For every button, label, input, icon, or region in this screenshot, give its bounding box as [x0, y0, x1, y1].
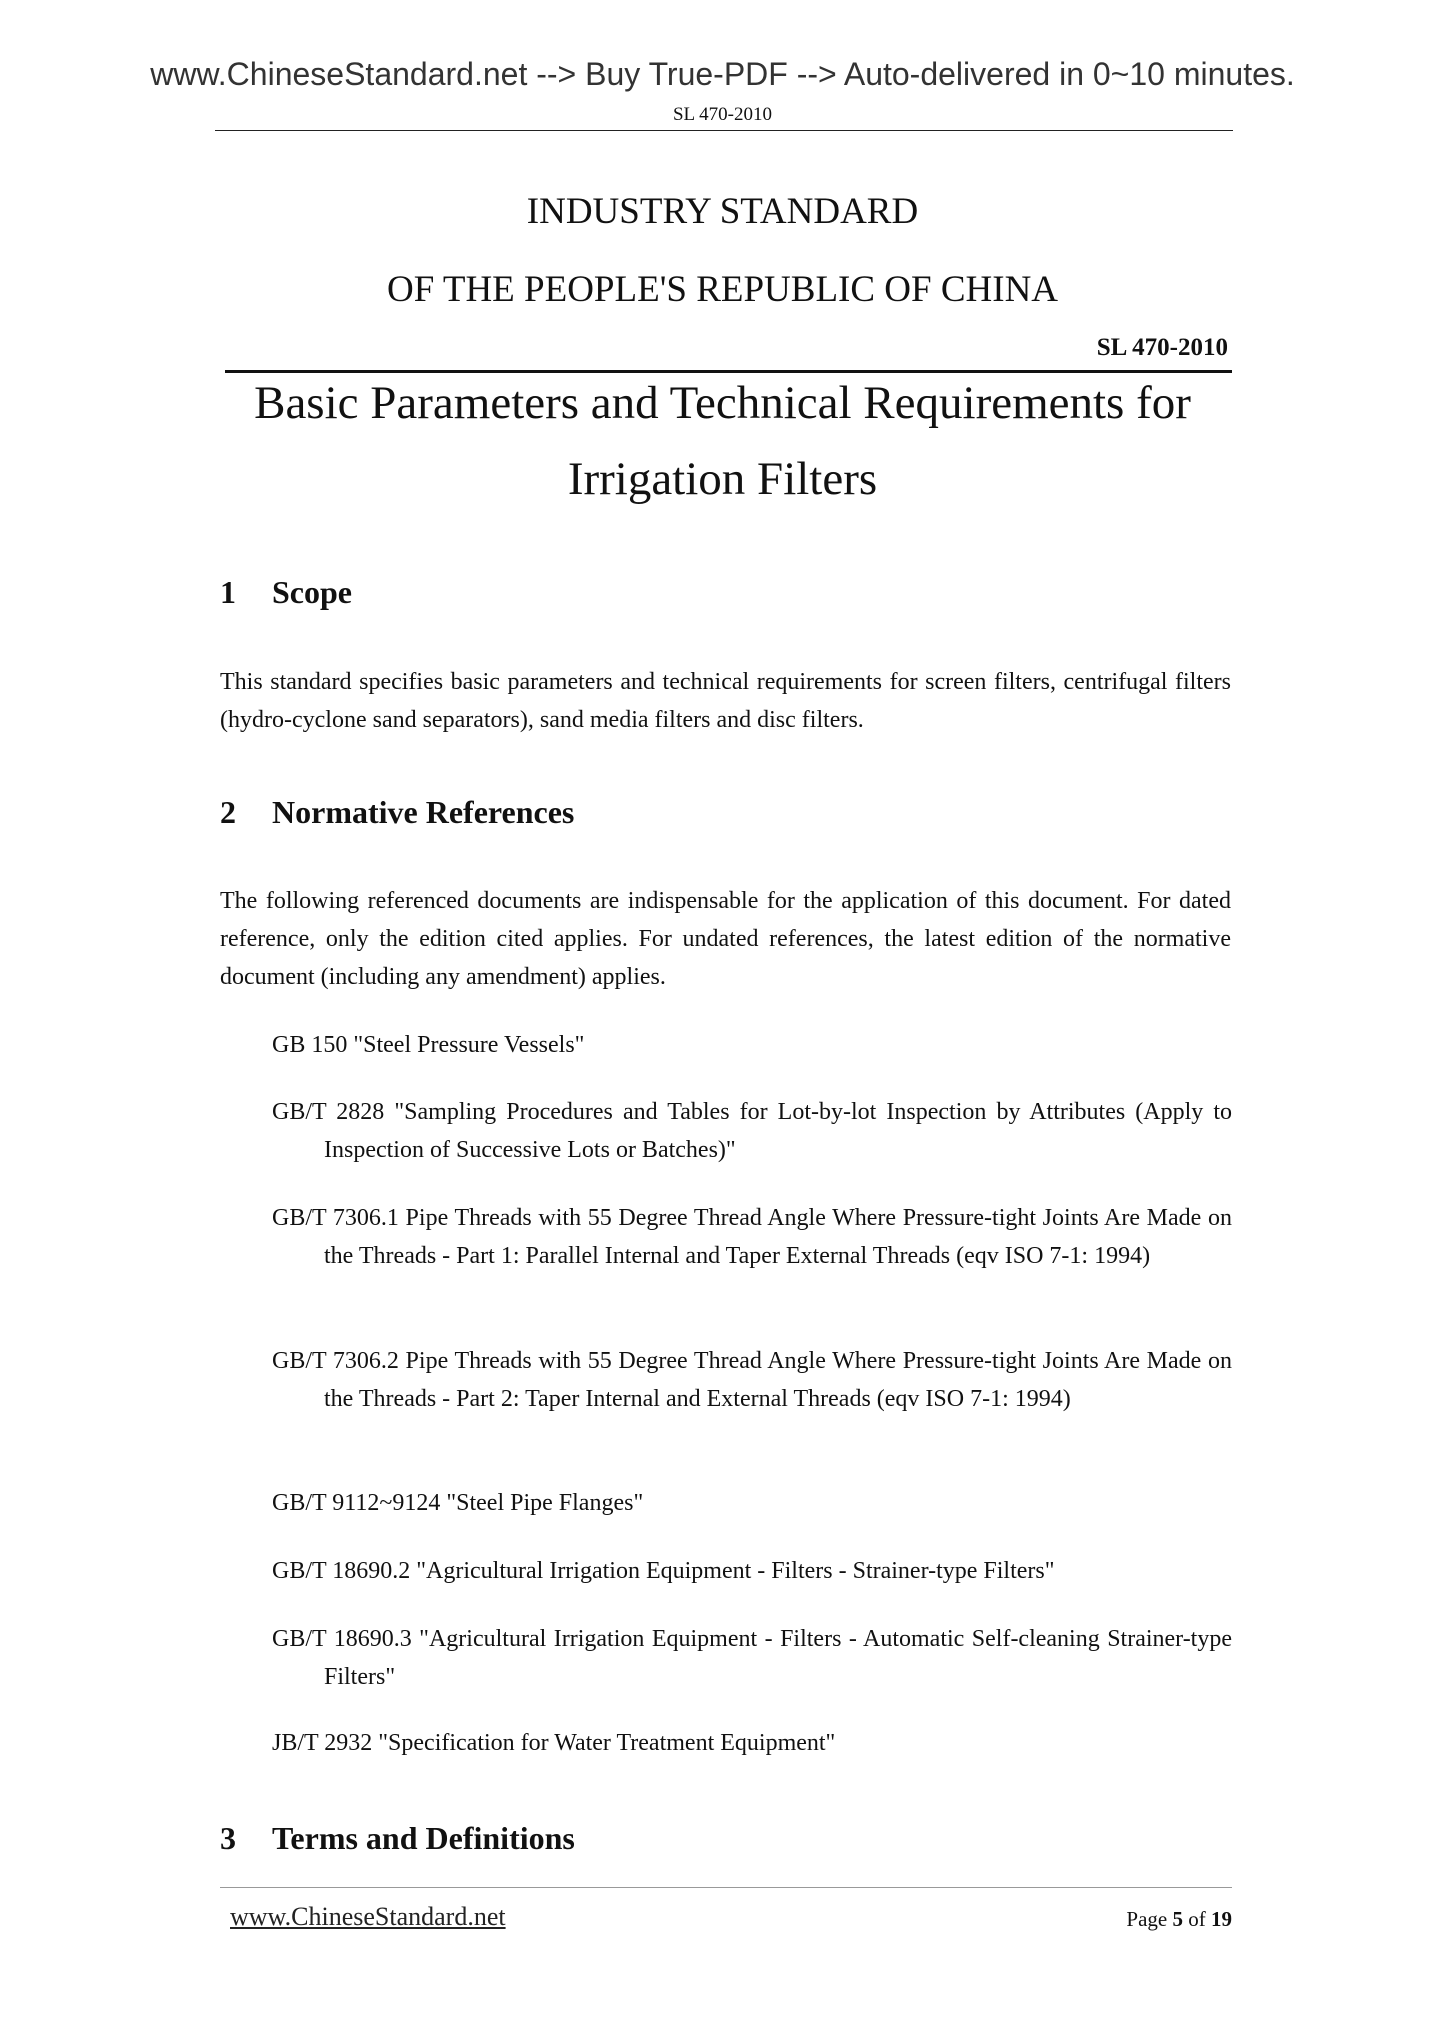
- section-heading-scope: [220, 574, 352, 611]
- reference-item: GB/T 7306.1 Pipe Threads with 55 Degree Thread Angle Where Pressure-tight Joints Are Made on the Threads - Part 1: Parallel Internal and Taper External Threads (eqv ISO 7-1: 1994): [272, 1205, 1232, 1269]
- top-banner: www.ChineseStandard.net --> Buy True-PDF --> Auto-delivered in 0~10 minutes.: [150, 56, 1295, 92]
- scope-paragraph: This standard specifies basic parameters and technical requirements for screen filters, centrifugal filters (hydro-cyclone sand separators), sand media filters and disc filters.: [220, 669, 1231, 733]
- section-number: 1: [220, 574, 236, 610]
- footer-divider: [220, 1887, 1232, 1888]
- reference-item: GB/T 18690.3 "Agricultural Irrigation Equipment - Filters - Automatic Self-cleaning Strainer-type Filters": [272, 1626, 1232, 1690]
- page-total: 19: [1211, 1907, 1232, 1931]
- page-indicator: [1126, 1907, 1232, 1932]
- footer-website-link[interactable]: www.ChineseStandard.net: [230, 1902, 506, 1931]
- reference-item: GB/T 7306.2 Pipe Threads with 55 Degree Thread Angle Where Pressure-tight Joints Are Made on the Threads - Part 2: Taper Internal and External Threads (eqv ISO 7-1: 1994): [272, 1348, 1232, 1412]
- document-title-line-2: Irrigation Filters: [567, 453, 878, 505]
- section-number: 2: [220, 794, 236, 830]
- standard-code: SL 470-2010: [1096, 334, 1228, 361]
- page-current: 5: [1172, 1907, 1183, 1931]
- section-title: Terms and Definitions: [272, 1820, 575, 1856]
- running-doc-number: SL 470-2010: [672, 104, 773, 125]
- reference-item: GB/T 9112~9124 "Steel Pipe Flanges": [272, 1490, 644, 1516]
- reference-item: JB/T 2932 "Specification for Water Treatment Equipment": [272, 1730, 836, 1756]
- section-title: Normative References: [272, 794, 575, 830]
- country-line: OF THE PEOPLE'S REPUBLIC OF CHINA: [386, 269, 1059, 310]
- page-of: of: [1188, 1907, 1206, 1931]
- section-heading-normative-references: [220, 794, 574, 831]
- section-heading-terms-and-definitions: [220, 1820, 575, 1857]
- title-divider: [225, 370, 1232, 373]
- page-label: Page: [1126, 1907, 1168, 1931]
- section-title: Scope: [272, 574, 352, 610]
- section-number: 3: [220, 1820, 236, 1856]
- references-intro-paragraph: The following referenced documents are indispensable for the application of this document. For dated reference, only the edition cited applies. For undated references, the latest edition of the normative document (including any amendment) applies.: [220, 888, 1231, 990]
- header-divider: [215, 130, 1233, 131]
- reference-item: GB/T 18690.2 "Agricultural Irrigation Equipment - Filters - Strainer-type Filters": [272, 1558, 1055, 1584]
- reference-item: GB/T 2828 "Sampling Procedures and Tables for Lot-by-lot Inspection by Attributes (Apply to Inspection of Successive Lots or Batches)": [272, 1099, 1232, 1163]
- standard-type-line: INDUSTRY STANDARD: [526, 191, 919, 232]
- reference-item: GB 150 "Steel Pressure Vessels": [272, 1032, 585, 1058]
- document-title-line-1: Basic Parameters and Technical Requirements for: [254, 377, 1191, 429]
